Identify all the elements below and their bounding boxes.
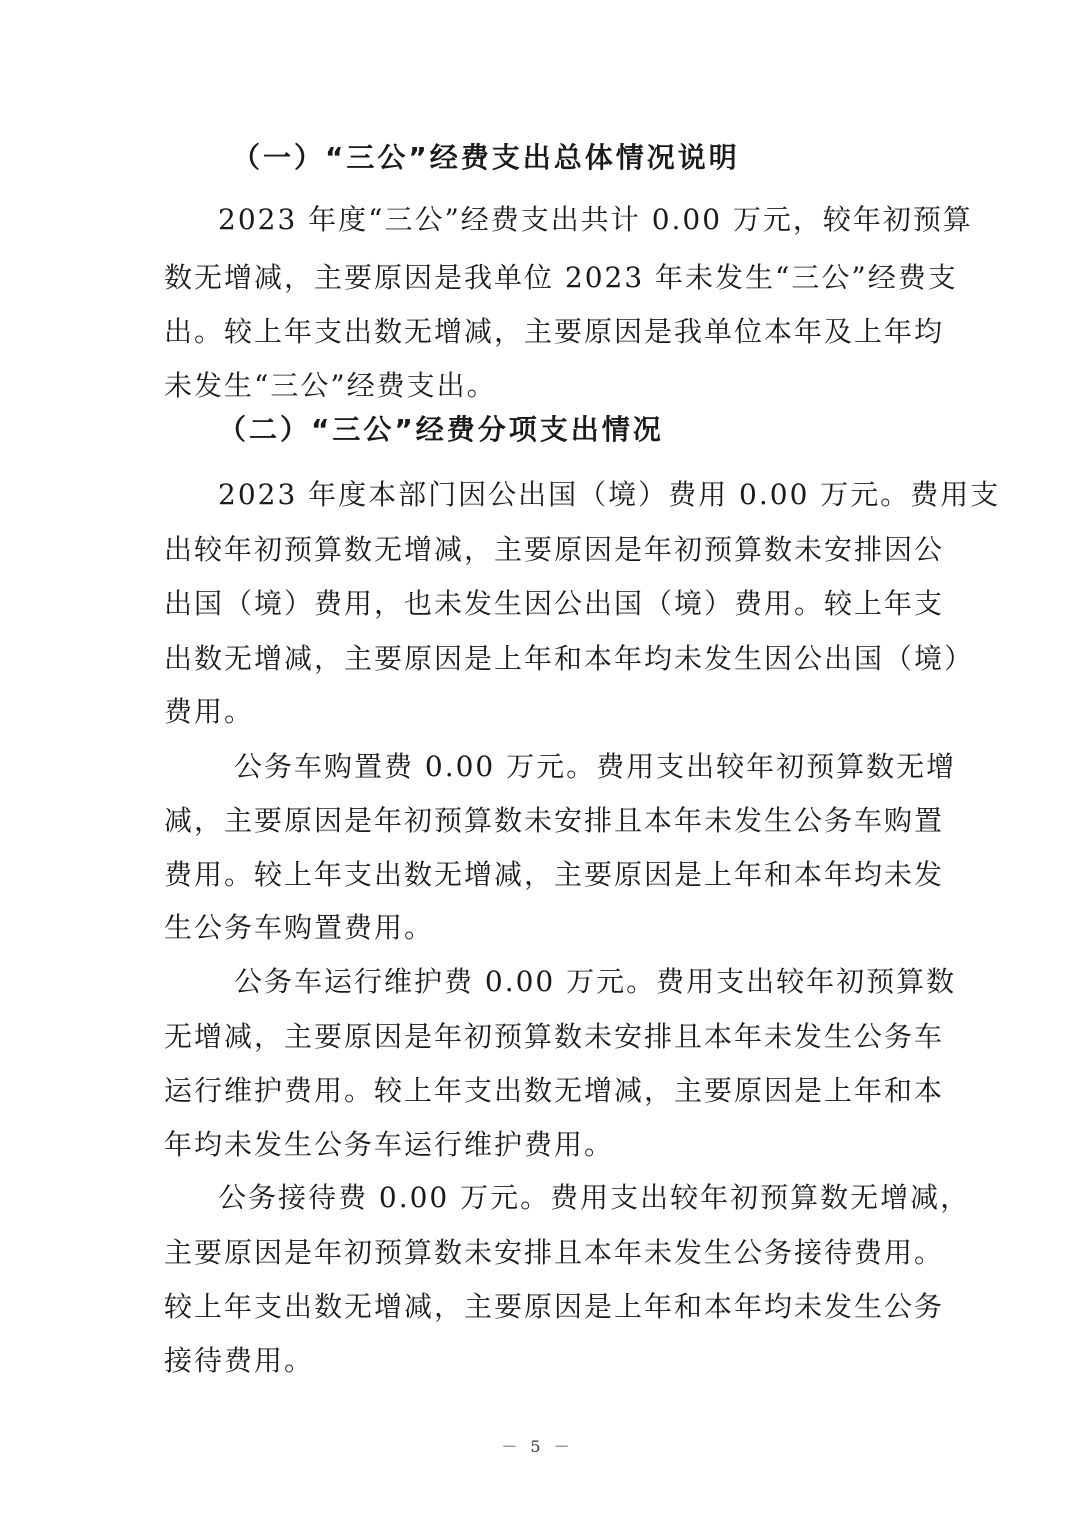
paragraph-line: 较上年支出数无增减，主要原因是上年和本年均未发生公务 xyxy=(164,1290,945,1323)
paragraph-line: 未发生“三公”经费支出。 xyxy=(164,369,497,402)
paragraph-line: 出数无增减，主要原因是上年和本年均未发生因公出国（境） xyxy=(164,642,975,675)
paragraph-line: 出较年初预算数无增减，主要原因是年初预算数未安排因公 xyxy=(164,533,945,566)
paragraph-line: 减，主要原因是年初预算数未安排且本年未发生公务车购置 xyxy=(164,804,945,837)
paragraph-line: 2023 年度“三公”经费支出共计 0.00 万元，较年初预算 xyxy=(218,203,973,236)
paragraph-line: 费用。较上年支出数无增减，主要原因是上年和本年均未发 xyxy=(164,858,945,891)
paragraph-line: 生公务车购置费用。 xyxy=(164,911,435,944)
paragraph-line: 年均未发生公务车运行维护费用。 xyxy=(164,1128,615,1161)
paragraph-line: 公务车运行维护费 0.00 万元。费用支出较年初预算数 xyxy=(234,965,957,998)
paragraph-line: 出。较上年支出数无增减，主要原因是我单位本年及上年均 xyxy=(164,315,945,348)
paragraph-line: 无增减，主要原因是年初预算数未安排且本年未发生公务车 xyxy=(164,1020,945,1053)
paragraph-line: 费用。 xyxy=(164,695,255,728)
paragraph-line: 2023 年度本部门因公出国（境）费用 0.00 万元。费用支 xyxy=(218,478,1001,511)
page-number: － 5 － xyxy=(501,1437,574,1456)
paragraph-line: 接待费用。 xyxy=(164,1344,315,1377)
paragraph-line: 出国（境）费用，也未发生因公出国（境）费用。较上年支 xyxy=(164,587,945,620)
paragraph-line: 公务车购置费 0.00 万元。费用支出较年初预算数无增 xyxy=(234,750,957,783)
section-heading-overall: （一）“三公”经费支出总体情况说明 xyxy=(232,141,740,174)
section-heading-itemized: （二）“三公”经费分项支出情况 xyxy=(218,413,664,446)
paragraph-line: 数无增减，主要原因是我单位 2023 年未发生“三公”经费支 xyxy=(164,261,958,294)
paragraph-line: 运行维护费用。较上年支出数无增减，主要原因是上年和本 xyxy=(164,1074,945,1107)
paragraph-line: 主要原因是年初预算数未安排且本年未发生公务接待费用。 xyxy=(164,1236,945,1269)
paragraph-line: 公务接待费 0.00 万元。费用支出较年初预算数无增减， xyxy=(218,1181,971,1214)
